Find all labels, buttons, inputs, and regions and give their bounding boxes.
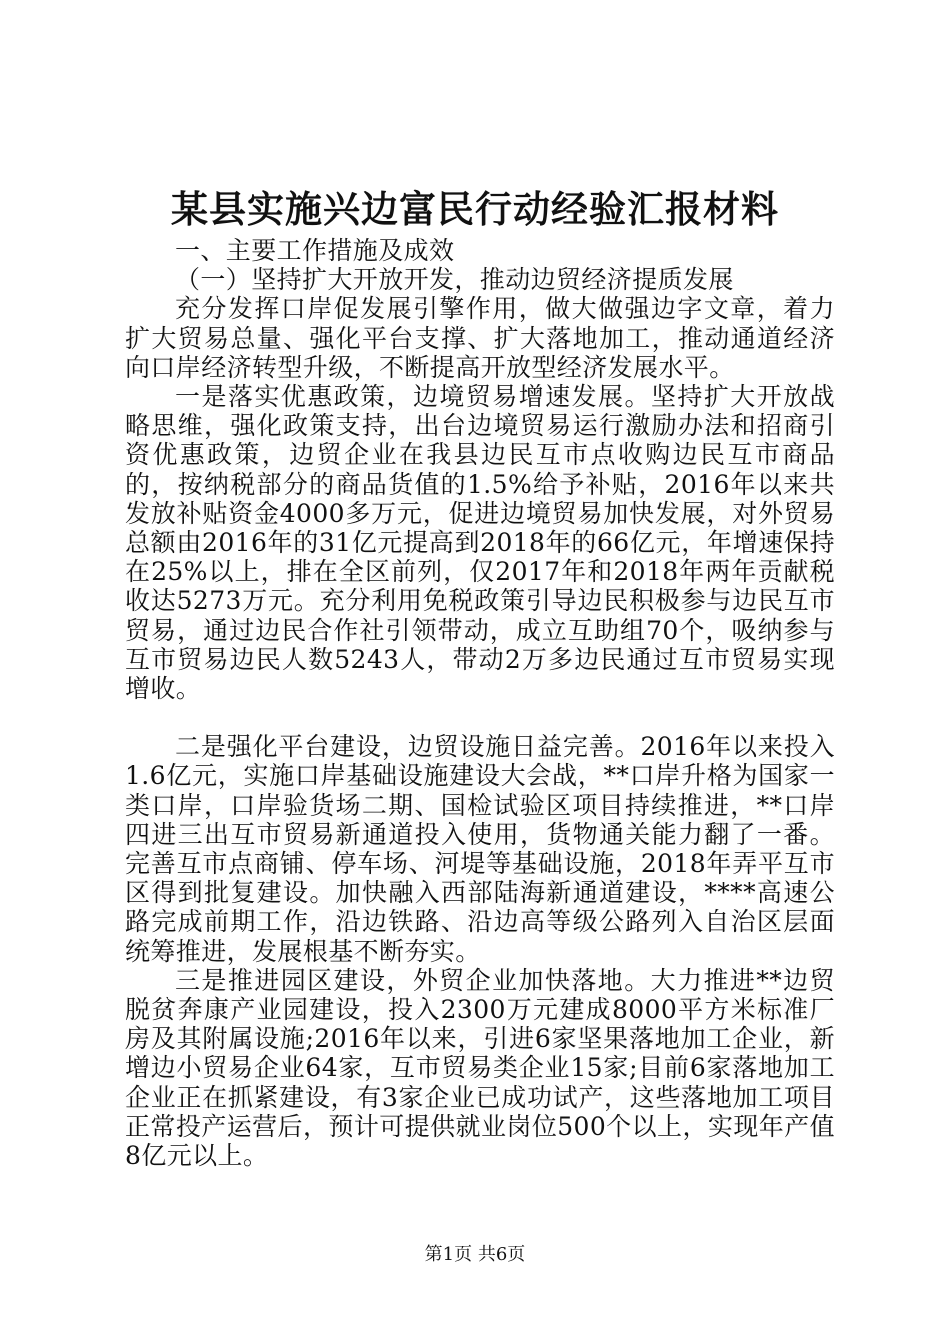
paragraph-gap (125, 703, 835, 732)
page-number-footer: 第1页 共6页 (424, 1244, 526, 1265)
paragraph-policy: 一是落实优惠政策，边境贸易增速发展。坚持扩大开放战略思维，强化政策支持，出台边境贸易运行激励办法和招商引资优惠政策，边贸企业在我县边民互市点收购边民互市商品的，按纳税部分的商品货值的1.5%给予补贴，2016年以来共发放补贴资金4000多万元，促进边境贸易加快发展，对外贸易总额由2016年的31亿元提高到2018年的66亿元，年增速保持在25%以上，排在全区前列，仅2017年和2018年两年贡献税收达5273万元。充分利用免税政策引导边民积极参与边民互市贸易，通过边民合作社引领带动，成立互助组70个，吸纳参与互市贸易边民人数5243人，带动2万多边民通过互市贸易实现增收。 (125, 382, 835, 704)
document-title: 某县实施兴边富民行动经验汇报材料 (171, 187, 779, 231)
paragraph-intro: 充分发挥口岸促发展引擎作用，做大做强边字文章，着力扩大贸易总量、强化平台支撑、扩大落地加工，推动通道经济向口岸经济转型升级，不断提高开放型经济发展水平。 (125, 294, 835, 382)
document-body (125, 236, 835, 1170)
section-heading: 一、主要工作措施及成效 (175, 236, 455, 265)
subsection-heading: （一）坚持扩大开放开发，推动边贸经济提质发展 (175, 265, 734, 295)
paragraph-platform: 二是强化平台建设，边贸设施日益完善。2016年以来投入1.6亿元，实施口岸基础设施建设大会战，**口岸升格为国家一类口岸，口岸验货场二期、国检试验区项目持续推进，**口岸四进三出互市贸易新通道投入使用，货物通关能力翻了一番。完善互市点商铺、停车场、河堤等基础设施，2018年弄平互市区得到批复建设。加快融入西部陆海新通道建设，****高速公路完成前期工作，沿边铁路、沿边高等级公路列入自治区层面统筹推进，发展根基不断夯实。 (125, 732, 835, 966)
paragraph-park: 三是推进园区建设，外贸企业加快落地。大力推进**边贸脱贫奔康产业园建设，投入2300万元建成8000平方米标准厂房及其附属设施;2016年以来，引进6家坚果落地加工企业，新增边小贸易企业64家，互市贸易类企业15家;目前6家落地加工企业正在抓紧建设，有3家企业已成功试产，这些落地加工项目正常投产运营后，预计可提供就业岗位500个以上，实现年产值8亿元以上。 (125, 965, 835, 1171)
